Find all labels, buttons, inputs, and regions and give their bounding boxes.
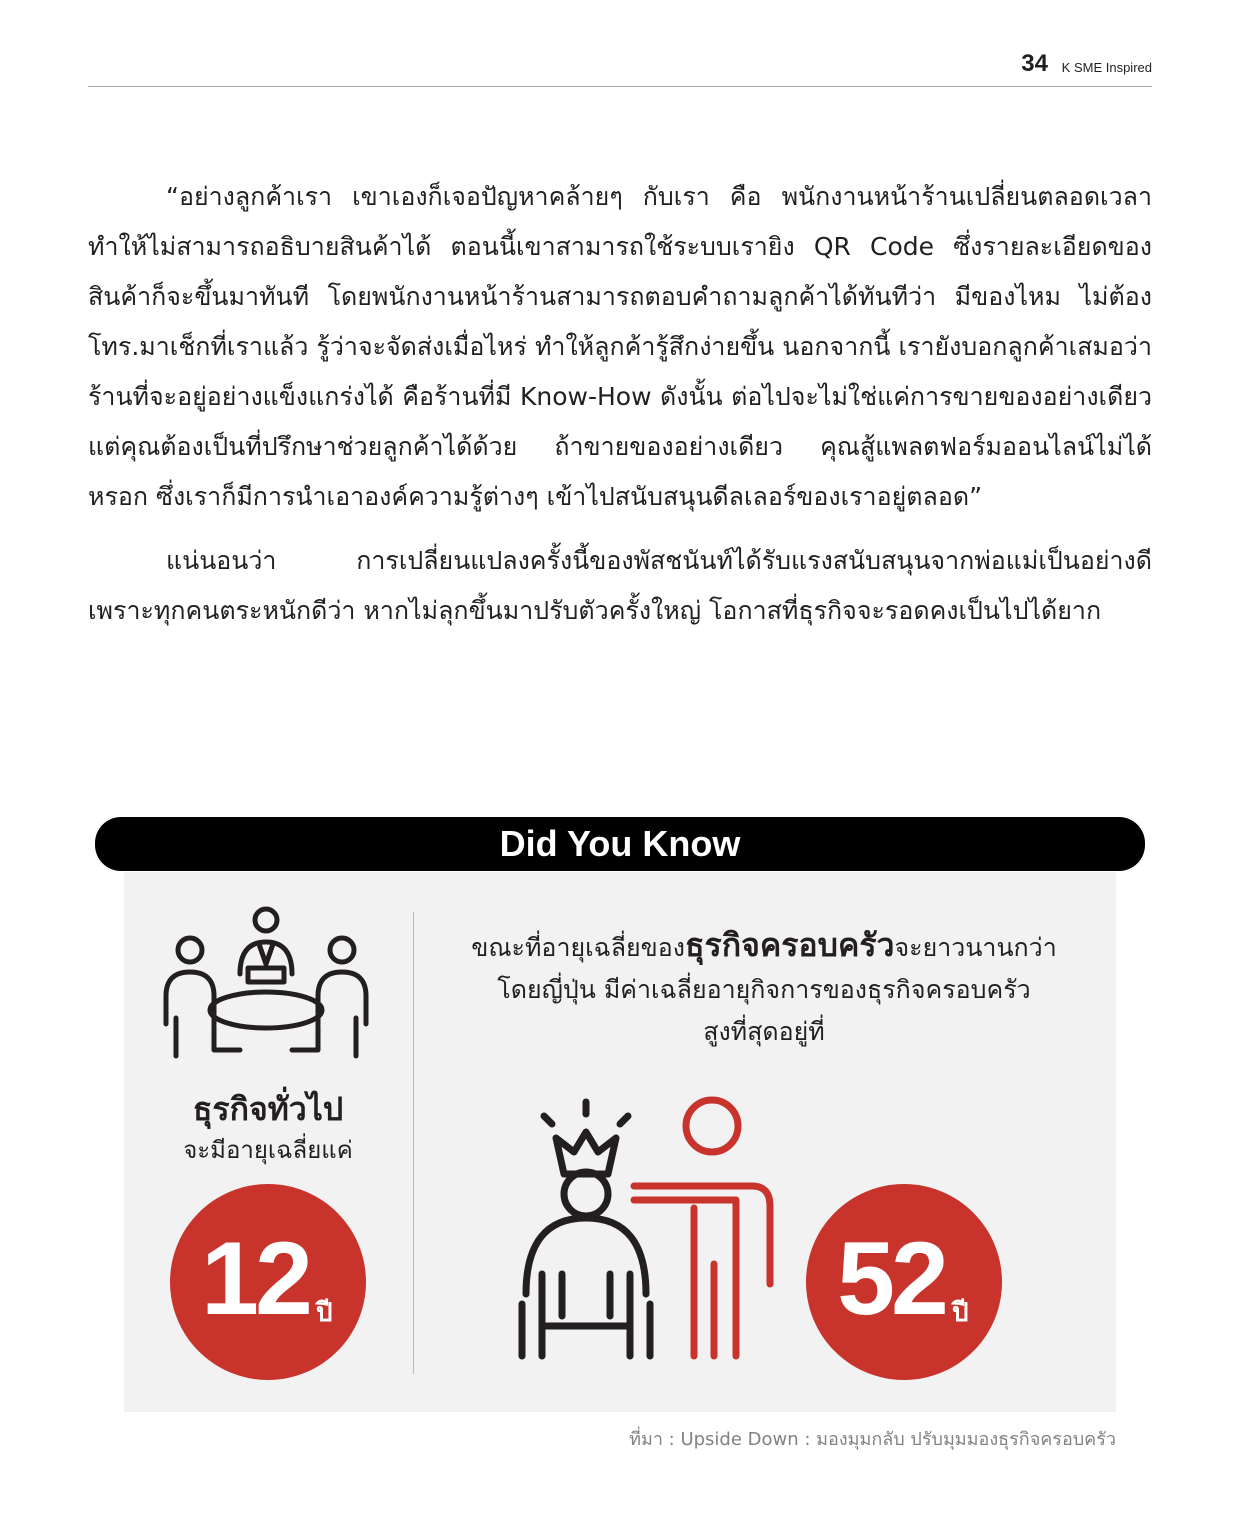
general-business-subtitle: จะมีอายุเฉลี่ยแค่ [183,1136,353,1164]
crowned-family-icon [514,1094,794,1364]
family-age-badge [806,1184,1002,1380]
panel-divider [413,912,414,1374]
did-you-know-panel [124,872,1116,1412]
did-you-know-title: Did You Know [499,823,741,864]
family-age-value: 52 [837,1221,945,1337]
source-note: ที่มา : Upside Down : มองมุมกลับ ปรับมุมมองธุรกิจครอบครัว [629,1429,1116,1450]
family-business-text [434,924,1094,1053]
family-text-before: ขณะที่อายุเฉลี่ยของ [471,933,685,962]
publication-name: K SME Inspired [1061,60,1152,75]
page-header [88,50,1152,87]
page-number: 34 [1021,50,1048,77]
paragraph-quote: “อย่างลูกค้าเรา เขาเองก็เจอปัญหาคล้ายๆ กับเรา คือ พนักงานหน้าร้านเปลี่ยนตลอดเวลา ทำให้ไม่สามารถอธิบายสินค้าได้ ตอนนี้เขาสามารถใช้ระบบเรายิง QR Code ซึ่งรายละเอียดของสินค้าก็จะขึ้นมาทันที โดยพนักงานหน้าร้านสามารถตอบคำถามลูกค้าได้ทันทีว่า มีของไหม ไม่ต้องโทร.มาเช็กที่เราแล้ว รู้ว่าจะจัดส่งเมื่อไหร่ ทำให้ลูกค้ารู้สึกง่ายขึ้น นอกจากนี้ เรายังบอกลูกค้าเสมอว่า ร้านที่จะอยู่อย่างแข็งแกร่งได้ คือร้านที่มี Know-How ดังนั้น ต่อไปจะไม่ใช่แค่การขายของอย่างเดียว แต่คุณต้องเป็นที่ปรึกษาช่วยลูกค้าได้ด้วย ถ้าขายของอย่างเดียว คุณสู้แพลตฟอร์มออนไลน์ไม่ได้หรอก ซึ่งเราก็มีการนำเอาองค์ความรู้ต่างๆ เข้าไปสนับสนุนดีลเลอร์ของเราอยู่ตลอด” [88,182,1152,511]
general-age-badge [170,1184,366,1380]
family-text-after: จะยาวนานกว่า [894,933,1057,962]
family-age-unit: ปี [952,1298,969,1328]
article-body [88,172,1152,650]
family-text-line1 [434,924,1094,969]
family-highlight: ธุรกิจครอบครัว [684,926,895,964]
general-business-title: ธุรกิจทั่วไป [192,1090,344,1128]
did-you-know-banner [95,817,1145,871]
family-text-line2: โดยญี่ปุ่น มีค่าเฉลี่ยอายุกิจการของธุรกิจครอบครัว [497,975,1031,1004]
meeting-icon [156,906,376,1066]
paragraph-conclusion: แน่นอนว่า การเปลี่ยนแปลงครั้งนี้ของพัสชนันท์ได้รับแรงสนับสนุนจากพ่อแม่เป็นอย่างดี เพราะทุกคนตระหนักดีว่า หากไม่ลุกขึ้นมาปรับตัวครั้งใหญ่ โอกาสที่ธุรกิจจะรอดคงเป็นไปได้ยาก [88,546,1152,625]
general-age-value: 12 [201,1221,309,1337]
family-text-line3: สูงที่สุดอยู่ที่ [703,1017,825,1046]
general-age-unit: ปี [316,1298,333,1328]
